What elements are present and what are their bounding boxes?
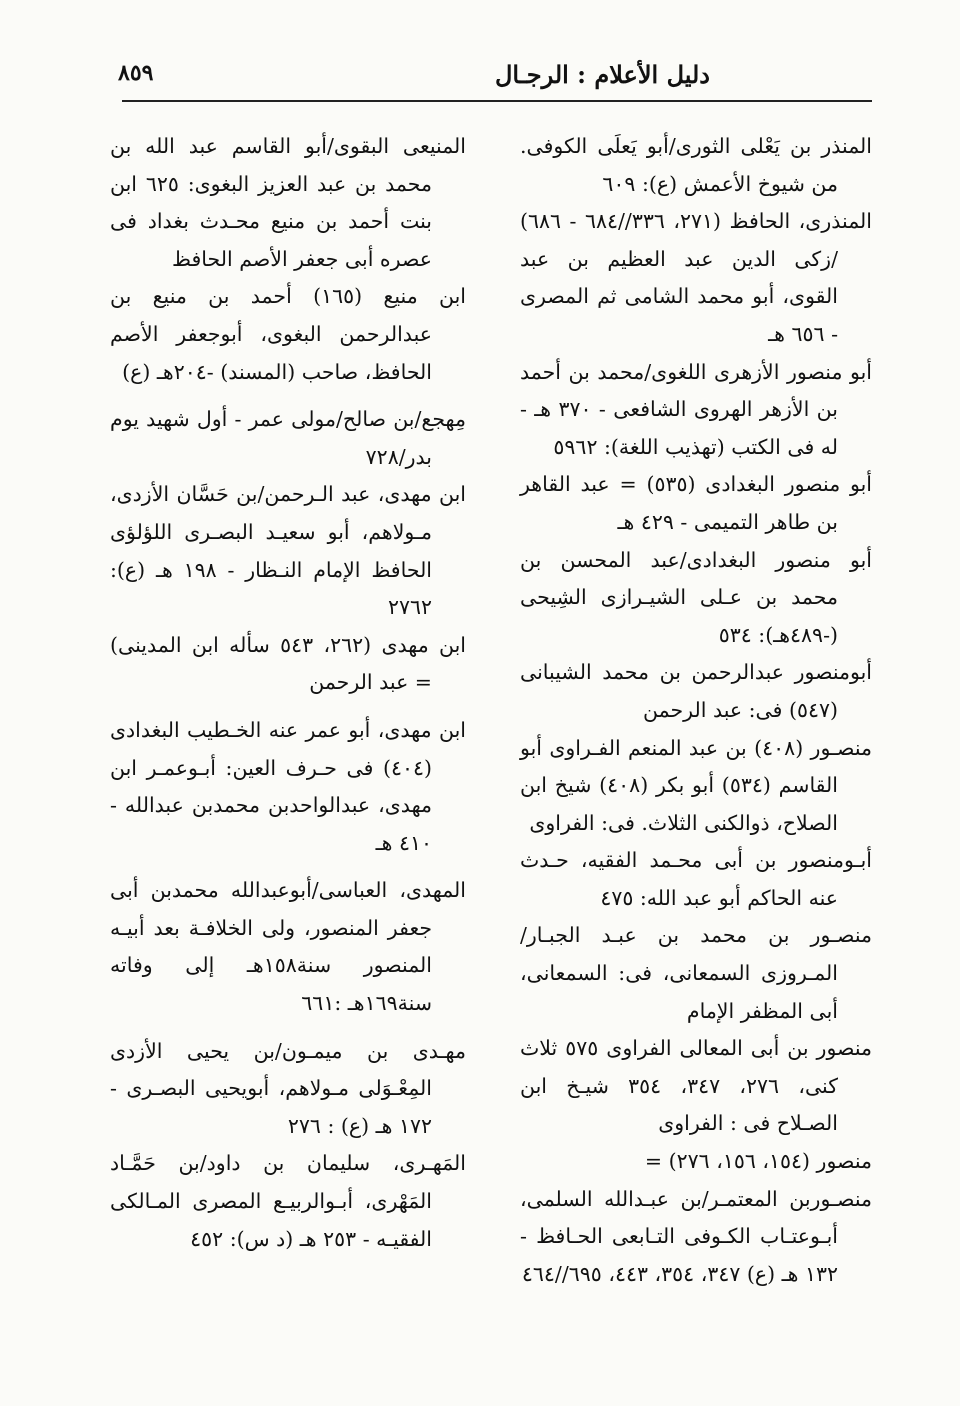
index-entry: منصـور بن محمد بن عبـد الجبـار/المـروزى السمعانى، فى: السمعانى، أبى المظفر الإمام <box>520 923 872 1023</box>
right-column <box>520 128 872 1293</box>
header-rule <box>122 100 872 102</box>
index-entry: ابن مهدى، أبو عمر عنه الخـطيب البغدادى (٤٠٤) فى حـرف العين: أبـوعمـر ابن مهدى، عبدالواحدبن محمدبن عبدالله - ٤١٠ هـ <box>110 717 466 855</box>
page-number: ٨٥٩ <box>118 60 154 86</box>
index-entry: المنيعى البقوى/أبو القاسم عبد الله بن محمد بن عبد العزيز البغوى: ٦٢٥ ابن بنت أحمد بن منيع محـدث بغداد فى عصره أبى جعفر الأصم الحافظ <box>110 134 466 271</box>
index-entry: مِهجع/بن صالح/مولى عمر - أول شهيد يوم بدر/٧٢٨ <box>110 407 466 469</box>
index-entry: أبو منصور البغدادى/عبد المحسن بن محمد بن عـلى الشيـرازى الشِيحى (-٤٨٩هـ): ٥٣٤ <box>520 547 872 647</box>
index-entry: منصـوربن المعتمـر/بن عبـدالله السلمى، أبـوعتـاب الكـوفى التـابعى الحـافظ - ١٣٢ هـ (ع) ٣٤٧، ٣٥٤، ٤٤٣، ٦٩٥//٤٦٤ <box>520 1186 872 1286</box>
index-entry: ابن مهدى (٢٦٢، ٥٤٣ سأله ابن المدينى) = عبد الرحمن <box>110 632 466 695</box>
index-entry: أبـومنصور بن أبى محـمد الفقيه، حـدث عنه الحاكم أبو عبد الله: ٤٧٥ <box>520 848 872 910</box>
index-entry: ابن منيع (١٦٥) أحمد بن منيع بن عبدالرحمن البغوى، أبوجعفر الأصم الحافظ، صاحب (المسند) -٢٠٤هـ (ع) <box>110 284 466 384</box>
running-title: دليل الأعلام : الرجـال <box>494 60 710 89</box>
index-entry: منصـور (٤٠٨) بن عبد المنعم الفـراوى أبو القاسم (٥٣٤) أبو بكر (٤٠٨) شيخ ابن الصلاح، ذوالكنى الثلاث. فى: الفراوى <box>520 735 872 835</box>
index-entry: المنذر بن يَعْلى الثورى/أبو يَعلَى الكوفى. من شيوخ الأعمش (ع): ٦٠٩ <box>520 134 872 196</box>
index-entry: منصور (١٥٤، ١٥٦، ٢٧٦) = <box>644 1149 872 1174</box>
index-entry: أبو منصور الأزهرى اللغوى/محمد بن أحمد بن الأزهر الهروى الشافعى - ٣٧٠ هـ - له فى الكتب (تهذيب اللغة): ٥٩٦٢ <box>520 359 872 459</box>
index-entry: منصور بن أبى المعالى الفراوى ٥٧٥ ثلاث كنى، ٢٧٦، ٣٤٧، ٣٥٤ شيـخ ابن الصـلاح فى : الفراوى <box>520 1036 872 1136</box>
index-entry: أبومنصور عبدالرحمن بن محمد الشيبانى (٥٤٧) فى: عبد الرحمن <box>520 660 872 722</box>
index-entry: مهـدى بن ميمـون/بن يحيى الأزدى المِعْـوَلى مـولاهم، أبويحيى البصـرى - ١٧٢ هـ (ع) : ٢٧٦ <box>110 1038 466 1138</box>
index-entry: المهدى، العباسى/أبوعبدالله محمدبن أبى جعفر المنصور، ولى الخلافـة بعد أبيـه المنصور سنة١٥٨هـ إلى وفاته سنة١٦٩هـ :٦٦١ <box>110 878 466 1016</box>
index-entry: ابن مهدى، عبد الـرحمن/بن حَسَّان الأزدى، مـولاهم، أبو سعيـد البصـرى اللؤلؤى الحافظ الإمام النـظار - ١٩٨ هـ (ع): ٢٧٦٢ <box>110 482 466 620</box>
index-entry: المنذرى، الحافظ (٢٧١، ٣٣٦//٦٨٤ - ٦٨٦) /زكى الدين عبد العظيم بن عبد القوى، أبو محمد الشامى ثم المصرى - ٦٥٦ هـ <box>520 209 872 346</box>
left-column <box>110 128 466 1258</box>
index-entry: المَهـرى، سليمان بن داود/بن حَمَّـاد المَهْرى، أبـوالربيـع المصرى المـالكى الفقيـه - ٢٥٣ هـ (د س): ٤٥٢ <box>110 1151 466 1251</box>
page-header <box>118 58 870 98</box>
index-entry: أبو منصور البغدادى (٥٣٥) = عبد القاهر بن طاهر التميمى - ٤٢٩ هـ <box>520 472 872 534</box>
